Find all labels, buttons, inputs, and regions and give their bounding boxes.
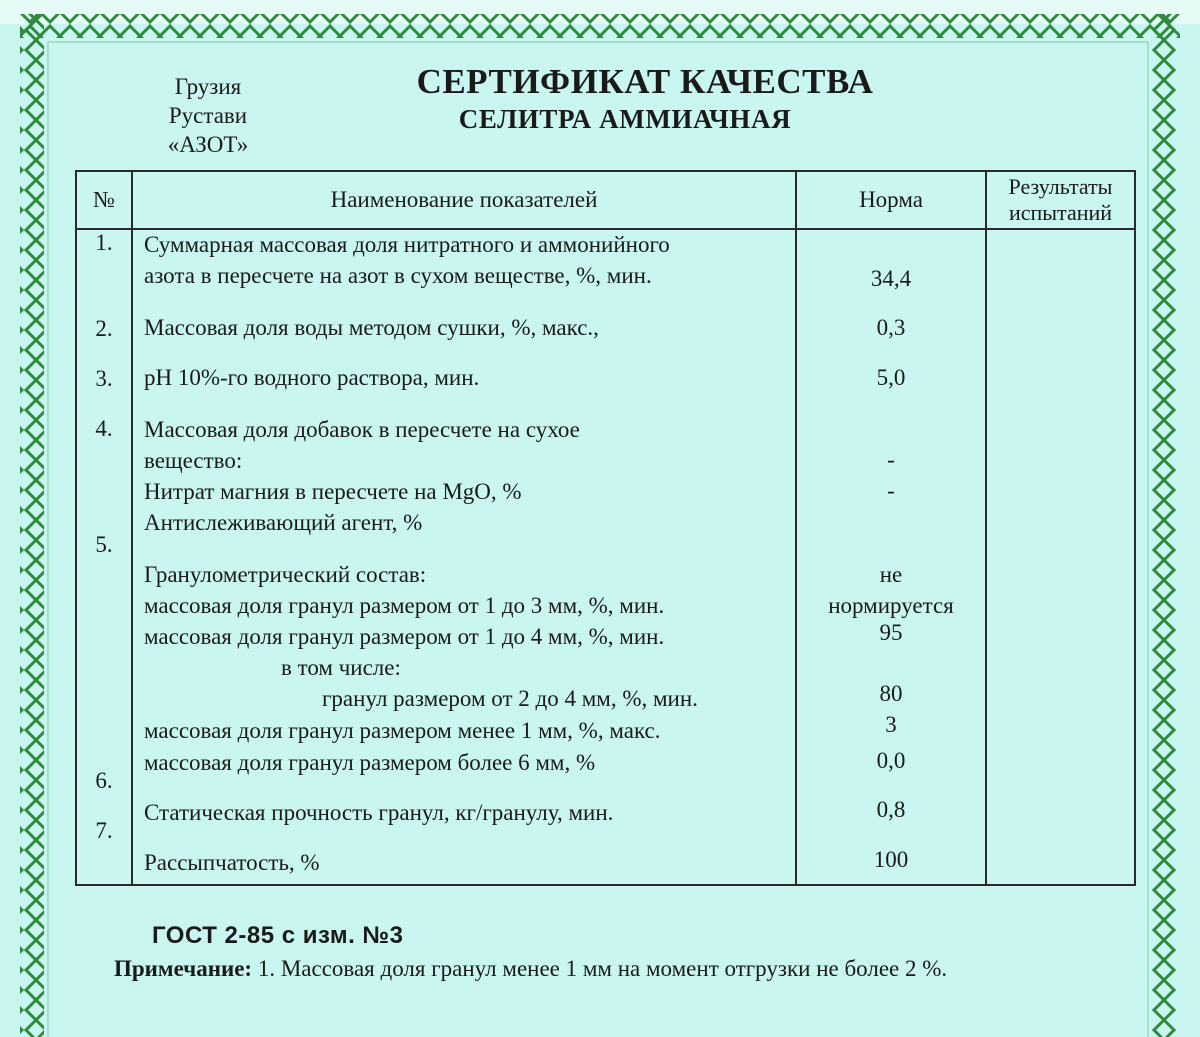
indicator-text: Массовая доля добавок в пересчете на сухое	[144, 417, 580, 442]
indicator-text: Антислеживающий агент, %	[144, 510, 423, 535]
norm-value: 5,0	[876, 365, 906, 390]
norm-value: 80	[879, 681, 903, 706]
norm-value: 0,8	[876, 797, 906, 822]
norm-value: -	[887, 478, 895, 503]
table-right-border	[1134, 170, 1136, 886]
row-number: 6.	[95, 768, 113, 793]
norm-value: 95	[879, 620, 903, 645]
indicator-text: гранул размером от 2 до 4 мм, %, мин.	[322, 686, 698, 711]
row-number: 3.	[95, 366, 113, 391]
indicator-text: Нитрат магния в пересчете на MgO, %	[144, 479, 522, 504]
note	[114, 956, 947, 982]
indicator-text: Суммарная массовая доля нитратного и аммонийного	[144, 232, 670, 257]
gost-standard: ГОСТ 2-85 с изм. №3	[152, 922, 404, 949]
norm-value: нормируется	[828, 593, 954, 618]
table-header-divider	[75, 228, 1136, 230]
issuer-city: Рустави	[168, 103, 248, 128]
row-number: 1.	[95, 230, 113, 255]
indicator-text: вещество:	[144, 448, 243, 473]
norm-value: 0,0	[876, 748, 906, 773]
indicator-text: массовая доля гранул размером от 1 до 4 мм, %, мин.	[144, 624, 665, 649]
norm-value: 100	[873, 847, 909, 872]
row-number: 7.	[95, 818, 113, 843]
header-norm: Норма	[859, 187, 923, 212]
indicator-text: Гранулометрический состав:	[144, 562, 427, 587]
header-number: №	[93, 187, 115, 212]
indicator-text: Рассыпчатость, %	[144, 850, 320, 875]
header-results-line2: испытаний	[1008, 200, 1113, 225]
issuer-company: «АЗОТ»	[167, 132, 249, 157]
header-results	[987, 172, 1134, 228]
indicator-text: азота в пересчете на азот в сухом веществе, %, мин.	[144, 263, 652, 288]
norm-value: 34,4	[870, 266, 912, 291]
issuer-country: Грузия	[174, 74, 242, 99]
table-bottom-border	[75, 884, 1136, 886]
header-results-line1: Результаты	[1008, 174, 1113, 199]
note-text: 1. Массовая доля гранул менее 1 мм на момент отгрузки не более 2 %.	[252, 956, 948, 981]
indicator-text: массовая доля гранул размером от 1 до 3 мм, %, мин.	[144, 593, 665, 618]
norm-value: не	[879, 562, 903, 587]
norm-value: 0,3	[876, 315, 906, 340]
header-name: Наименование показателей	[330, 187, 598, 212]
indicator-text: Статическая прочность гранул, кг/гранулу, мин.	[144, 800, 614, 825]
norm-value: 3	[885, 712, 897, 737]
indicator-text: Массовая доля воды методом сушки, %, макс.,	[144, 315, 599, 340]
issuer-block	[148, 72, 268, 159]
norm-value: -	[887, 447, 895, 472]
note-label: Примечание:	[114, 956, 253, 981]
row-number: 5.	[95, 532, 113, 557]
row-number: 4.	[95, 416, 113, 441]
indicator-text: массовая доля гранул размером менее 1 мм, %, макс.	[144, 718, 661, 743]
document-title: СЕРТИФИКАТ КАЧЕСТВА	[416, 62, 874, 101]
indicator-text: в том числе:	[281, 655, 401, 680]
row-number: 2.	[95, 316, 113, 341]
indicator-text: массовая доля гранул размером более 6 мм, %	[144, 750, 596, 775]
document-subtitle: СЕЛИТРА АММИАЧНАЯ	[458, 104, 792, 134]
indicator-text: pH 10%-го водного раствора, мин.	[144, 365, 480, 390]
